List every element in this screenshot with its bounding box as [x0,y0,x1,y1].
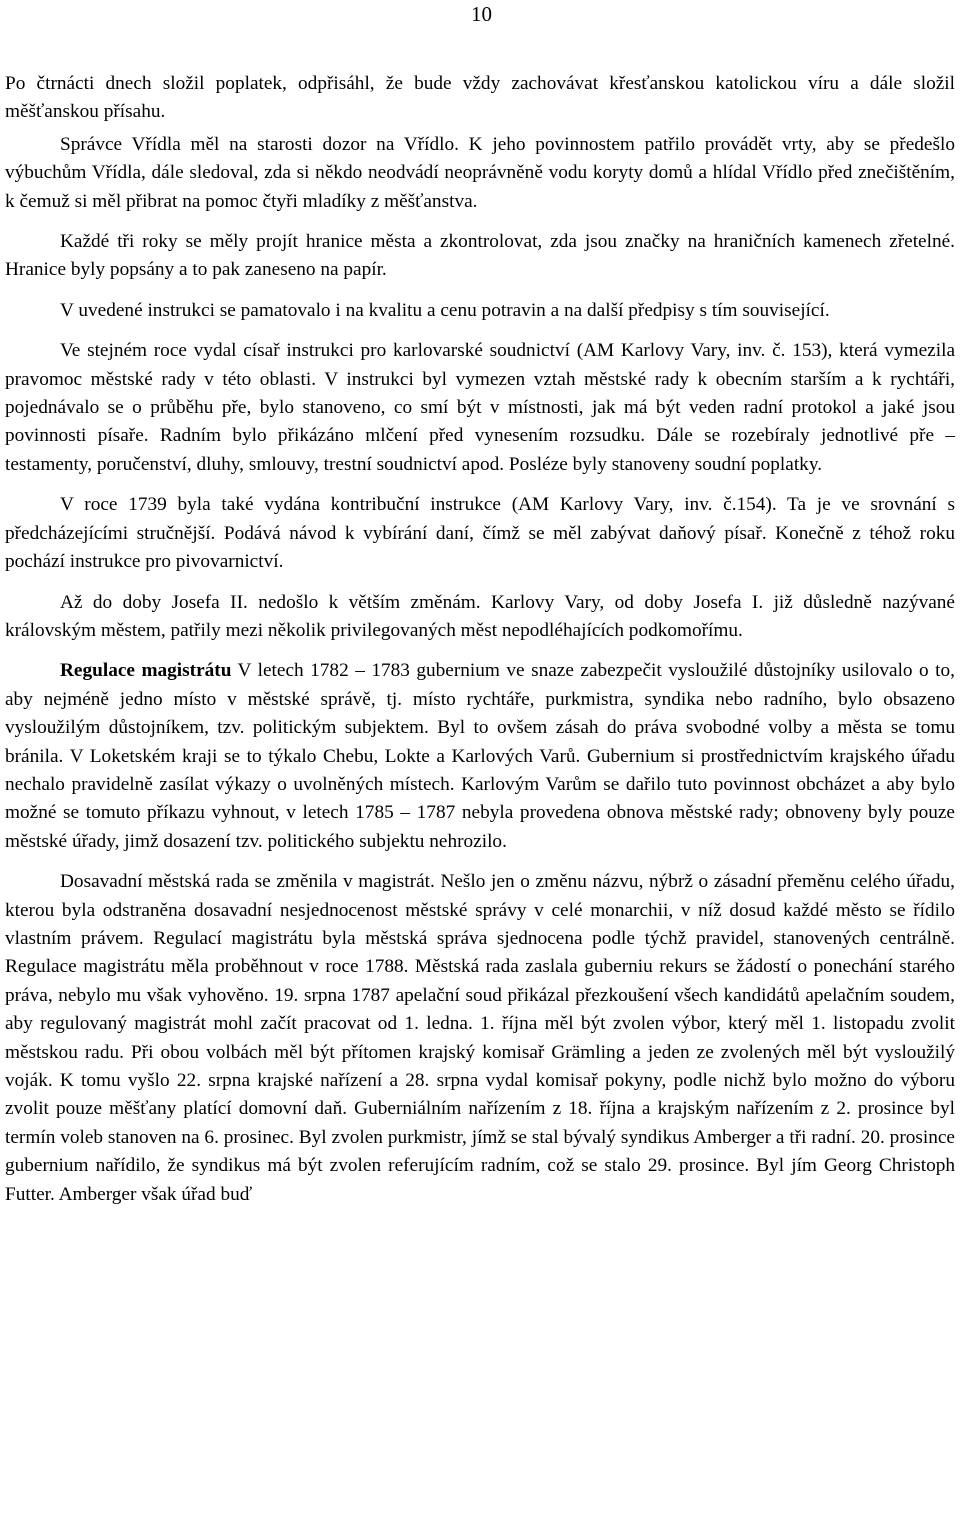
paragraph-5: Ve stejném roce vydal císař instrukci pro karlovarské soudnictví (AM Karlovy Vary, inv. č. 153), která vymezila pravomoc městské rady v této oblasti. V instrukci byl vymezen vztah městské rady k obecním starším a k rychtáři, pojednávalo se o průběhu pře, bylo stanoveno, co smí být v místnosti, jak má být veden radní protokol a jaké jsou povinnosti písaře. Radním bylo přikázáno mlčení před vynesením rozsudku. Dále se rozebíraly jednotlivé pře – testamenty, poručenství, dluhy, smlouvy, trestní soudnictví apod. Posléze byly stanoveny soudní poplatky. [5,340,955,475]
section-heading: Regulace magistrátu [60,660,232,682]
paragraph-8 [5,657,955,856]
paragraph-9: Dosavadní městská rada se změnila v magistrát. Nešlo jen o změnu názvu, nýbrž o zásadní přeměnu celého úřadu, kterou byla odstraněna dosavadní nesjednocenost městské správy v celé monarchii, v níž dosud každé město se řídilo vlastním právem. Regulací magistrátu byla městská správa sjednocena podle týchž pravidel, stanovených centrálně. Regulace magistrátu měla proběhnout v roce 1788. Městská rada zaslala guberniu rekurs se žádostí o ponechání starého práva, nebylo mu však vyhověno. 19. srpna 1787 apelační soud přikázal přezkoušení všech kandidátů apelačním soudem, aby regulovaný magistrát mohl začít pracovat od 1. ledna. 1. října měl být zvolen výbor, který měl 1. listopadu zvolit městskou radu. Při obou volbách měl být přítomen krajský komisař Grämling a jeden ze zvolených měl být vysloužilý voják. K tomu vyšlo 22. srpna krajské nařízení a 28. srpna vydal komisař pokyny, podle nichž bylo možno do výboru zvolit pouze měšťany platící domovní daň. Guberniálním nařízením z 18. října a krajským nařízením z 2. prosince byl termín voleb stanoven na 6. prosinec. Byl zvolen purkmistr, jímž se stal bývalý syndikus Amberger a tři radní. 20. prosince gubernium nařídilo, že syndikus má být zvolen referujícím radním, což se stalo 29. prosince. Byl jím Georg Christoph Futter. Amberger však úřad buď [5,871,955,1205]
document-body [5,70,955,1221]
paragraph-1: Po čtrnácti dnech složil poplatek, odpřisáhl, že bude vždy zachovávat křesťanskou katolickou víru a dále složil měšťanskou přísahu. [5,73,955,123]
paragraph-6: V roce 1739 byla také vydána kontribuční instrukce (AM Karlovy Vary, inv. č.154). Ta je ve srovnání s předcházejícími stručnější. Podává návod k vybírání daní, čímž se měl zabývat daňový písař. Konečně z téhož roku pochází instrukce pro pivovarnictví. [5,494,955,573]
paragraph-3: Každé tři roky se měly projít hranice města a zkontrolovat, zda jsou značky na hraničních kamenech zřetelné. Hranice byly popsány a to pak zaneseno na papír. [5,231,955,281]
paragraph-2: Správce Vřídla měl na starosti dozor na Vřídlo. K jeho povinnostem patřilo provádět vrty, aby se předešlo výbuchům Vřídla, dále sledoval, zda si někdo neodvádí neoprávněně vodu koryty domů a hlídal Vřídlo před znečištěním, k čemuž si měl přibrat na pomoc čtyři mladíky z měšťanstva. [5,133,955,212]
paragraph-8-text: V letech 1782 – 1783 gubernium ve snaze zabezpečit vysloužilé důstojníky usilovalo o to, aby nejméně jedno místo v městské správě, tj. místo rychtáře, purkmistra, syndika nebo radního, bylo obsazeno vysloužilým důstojníkem, tzv. politickým subjektem. Byl to ovšem zásah do práva svobodné volby a města se tomu bránila. V Loketském kraji se to týkalo Chebu, Lokte a Karlových Varů. Gubernium si prostřednictvím krajského úřadu nechalo pravidelně zasílat výkazy o uvolněných místech. Karlovým Varům se dařilo tuto povinnost obcházet a aby bylo možné se tomuto příkazu vyhnout, v letech 1785 – 1787 nebyla provedena obnova městské rady; obnoveny byly pouze městské úřady, jimž dosazení tzv. politického subjektu nehrozilo. [5,660,955,852]
paragraph-4: V uvedené instrukci se pamatovalo i na kvalitu a cenu potravin a na další předpisy s tím související. [60,299,830,321]
page-number: 10 [471,2,492,26]
paragraph-7: Až do doby Josefa II. nedošlo k větším změnám. Karlovy Vary, od doby Josefa I. již důsledně nazývané královským městem, patřily mezi několik privilegovaných měst nepodléhajících podkomořímu. [5,591,955,641]
